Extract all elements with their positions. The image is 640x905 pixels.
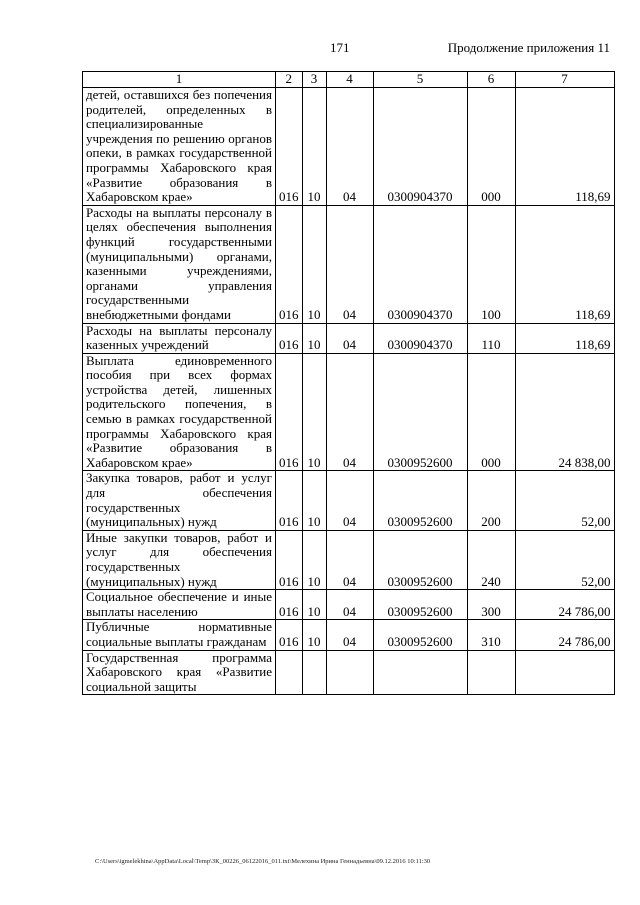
amount-cell: 118,69 [515, 88, 614, 206]
subsection-cell: 04 [326, 530, 373, 589]
admin-code-cell: 016 [276, 590, 303, 620]
expense-type-cell: 110 [467, 323, 515, 353]
section-cell: 10 [302, 353, 326, 471]
target-article-cell: 0300952600 [373, 620, 467, 650]
admin-code-cell: 016 [276, 620, 303, 650]
section-cell: 10 [302, 590, 326, 620]
amount-cell: 24 786,00 [515, 620, 614, 650]
subsection-cell: 04 [326, 353, 373, 471]
subsection-cell: 04 [326, 88, 373, 206]
amount-cell: 24 838,00 [515, 353, 614, 471]
admin-code-cell: 016 [276, 88, 303, 206]
expense-type-cell: 000 [467, 353, 515, 471]
amount-cell: 24 786,00 [515, 590, 614, 620]
table-row [83, 88, 615, 206]
amount-cell: 52,00 [515, 530, 614, 589]
description-cell: Выплата единовременного пособия при всех формах устройства детей, лишенных родительского попечения, в семью в рамках государственной программы Хабаровского края «Развитие образования в Хабаровском крае» [83, 353, 276, 471]
amount-cell: 118,69 [515, 205, 614, 323]
description-cell: детей, оставшихся без попечения родителей, определенных в специализированные учреждения по решению органов опеки, в рамках государственной программы Хабаровского края «Развитие образования в Хабаровском крае» [83, 88, 276, 206]
subsection-cell [326, 650, 373, 695]
column-header: 5 [373, 72, 467, 88]
expense-type-cell [467, 650, 515, 695]
table-row [83, 650, 615, 695]
target-article-cell [373, 650, 467, 695]
description-cell: Государственная программа Хабаровского края «Развитие социальной защиты [83, 650, 276, 695]
section-cell: 10 [302, 323, 326, 353]
target-article-cell: 0300952600 [373, 353, 467, 471]
admin-code-cell: 016 [276, 323, 303, 353]
table-row [83, 471, 615, 530]
table-row [83, 205, 615, 323]
subsection-cell: 04 [326, 323, 373, 353]
column-header: 6 [467, 72, 515, 88]
subsection-cell: 04 [326, 471, 373, 530]
section-cell: 10 [302, 88, 326, 206]
section-cell: 10 [302, 530, 326, 589]
expense-type-cell: 000 [467, 88, 515, 206]
target-article-cell: 0300952600 [373, 471, 467, 530]
table-row [83, 590, 615, 620]
table-row [83, 323, 615, 353]
expense-type-cell: 310 [467, 620, 515, 650]
admin-code-cell [276, 650, 303, 695]
column-header: 2 [276, 72, 303, 88]
section-cell [302, 650, 326, 695]
table-row [83, 530, 615, 589]
subsection-cell: 04 [326, 205, 373, 323]
description-cell: Закупка товаров, работ и услуг для обеспечения государственных (муниципальных) нужд [83, 471, 276, 530]
admin-code-cell: 016 [276, 471, 303, 530]
budget-table [82, 71, 615, 695]
section-cell: 10 [302, 205, 326, 323]
table-header-row [83, 72, 615, 88]
description-cell: Социальное обеспечение и иные выплаты населению [83, 590, 276, 620]
description-cell: Публичные нормативные социальные выплаты гражданам [83, 620, 276, 650]
description-cell: Расходы на выплаты персоналу казенных учреждений [83, 323, 276, 353]
expense-type-cell: 240 [467, 530, 515, 589]
subsection-cell: 04 [326, 590, 373, 620]
section-cell: 10 [302, 620, 326, 650]
file-path-footer: C:\Users\igmelekhina\AppData\Local\Temp\ЗК_00226_06122016_011.txt\Мелехина Ирина Геннадьевна\09.12.2016 10:11:30 [95, 858, 431, 865]
column-header: 7 [515, 72, 614, 88]
description-cell: Расходы на выплаты персоналу в целях обеспечения выполнения функций государственными (муниципальными) органами, казенными учреждениями, органами управления государственными внебюджетными фондами [83, 205, 276, 323]
subsection-cell: 04 [326, 620, 373, 650]
amount-cell [515, 650, 614, 695]
target-article-cell: 0300904370 [373, 323, 467, 353]
admin-code-cell: 016 [276, 530, 303, 589]
table-row [83, 353, 615, 471]
page-number: 171 [330, 40, 350, 55]
expense-type-cell: 100 [467, 205, 515, 323]
target-article-cell: 0300952600 [373, 590, 467, 620]
table-row [83, 620, 615, 650]
expense-type-cell: 300 [467, 590, 515, 620]
target-article-cell: 0300904370 [373, 205, 467, 323]
target-article-cell: 0300952600 [373, 530, 467, 589]
column-header: 3 [302, 72, 326, 88]
admin-code-cell: 016 [276, 205, 303, 323]
amount-cell: 52,00 [515, 471, 614, 530]
admin-code-cell: 016 [276, 353, 303, 471]
expense-type-cell: 200 [467, 471, 515, 530]
column-header: 1 [83, 72, 276, 88]
column-header: 4 [326, 72, 373, 88]
target-article-cell: 0300904370 [373, 88, 467, 206]
section-cell: 10 [302, 471, 326, 530]
appendix-label: Продолжение приложения 11 [447, 40, 610, 55]
description-cell: Иные закупки товаров, работ и услуг для обеспечения государственных (муниципальных) нужд [83, 530, 276, 589]
amount-cell: 118,69 [515, 323, 614, 353]
